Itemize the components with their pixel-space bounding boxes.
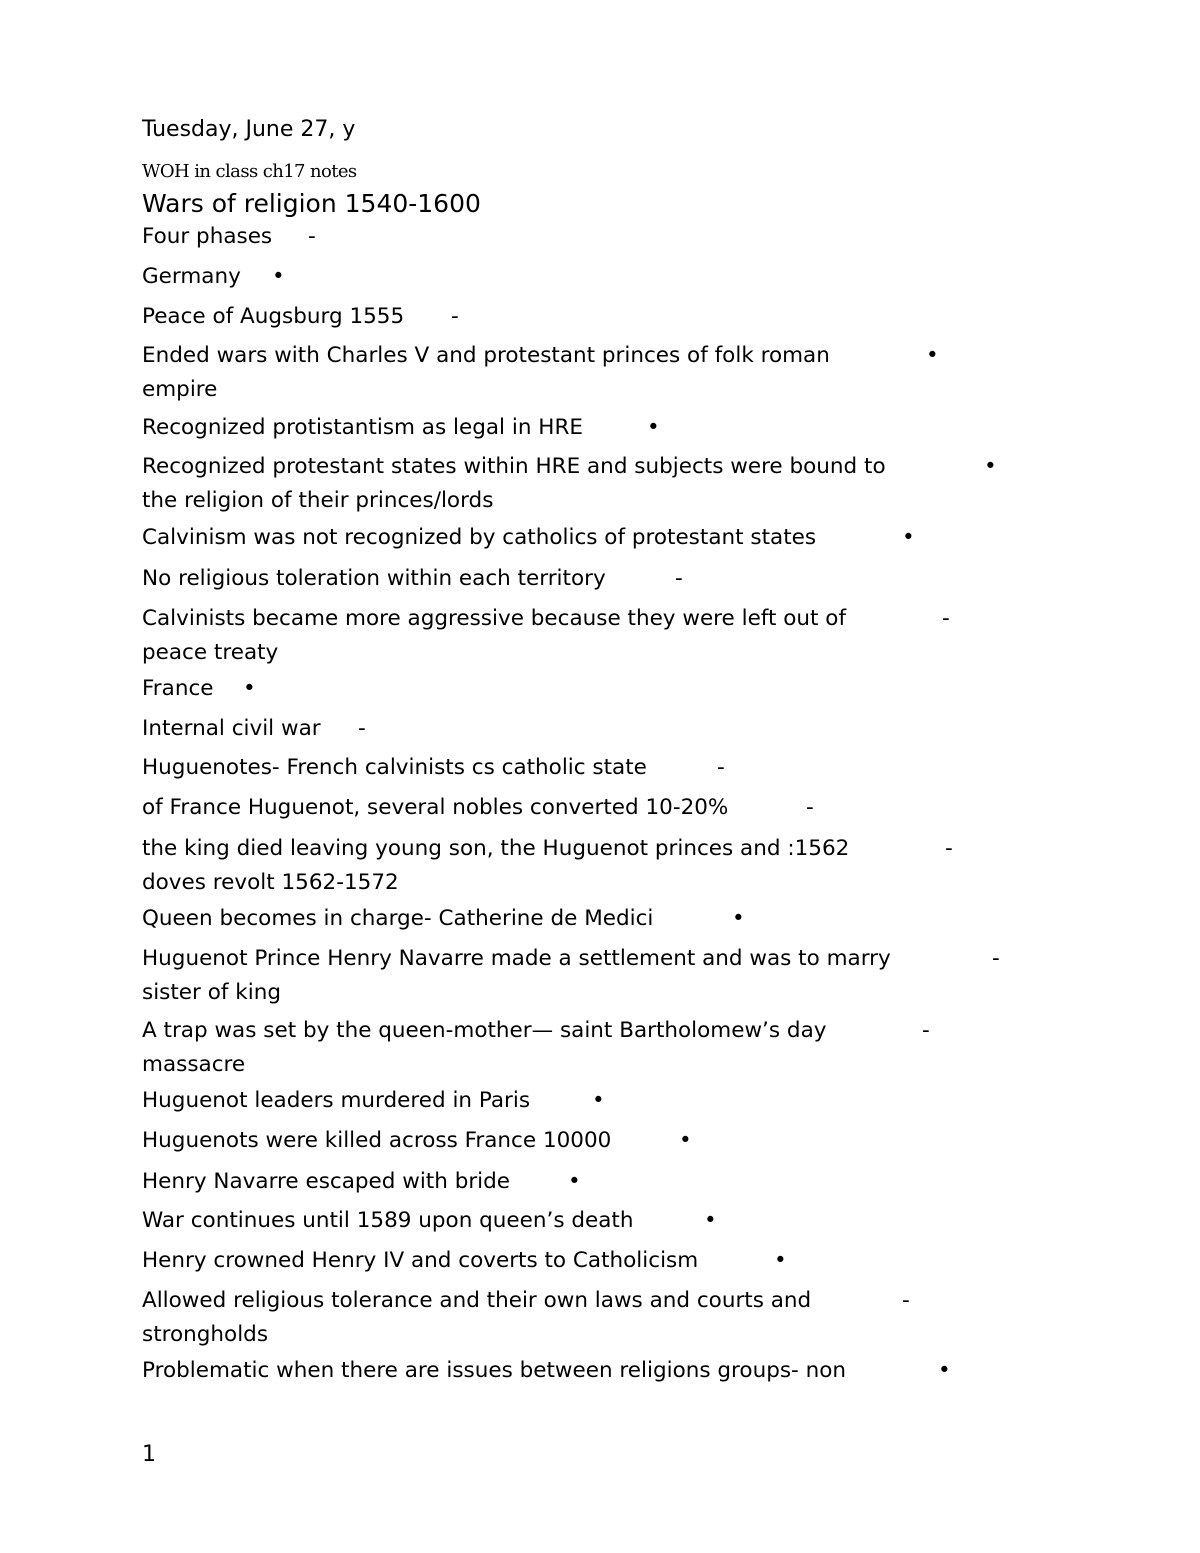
document-subtitle: WOH in class ch17 notes [142,161,357,182]
note-line-continuation: sister of king [142,980,281,1005]
dash-marker: - [992,946,1000,971]
note-line: Huguenot Prince Henry Navarre made a settlement and was to marry [142,946,891,971]
note-line: Henry Navarre escaped with bride [142,1169,511,1194]
bullet-marker: • [926,343,939,368]
note-line-continuation: strongholds [142,1322,269,1347]
note-line: Ended wars with Charles V and protestant princes of folk roman [142,343,830,368]
note-line: Calvinists became more aggressive because they were left out of [142,606,847,631]
note-line: Germany [142,264,241,289]
dash-marker: - [806,795,814,820]
page-number: 1 [142,1442,156,1467]
dash-marker: - [922,1018,930,1043]
bullet-marker: • [902,525,915,550]
dash-marker: - [308,224,316,249]
note-line: the king died leaving young son, the Huguenot princes and :1562 [142,836,850,861]
note-line: No religious toleration within each territory [142,566,606,591]
dash-marker: - [945,836,953,861]
bullet-marker: • [272,264,285,289]
dash-marker: - [902,1288,910,1313]
dash-marker: - [451,304,459,329]
note-line: Internal civil war [142,716,321,741]
note-line: Henry crowned Henry IV and coverts to Catholicism [142,1248,699,1273]
bullet-marker: • [243,676,256,701]
bullet-marker: • [984,454,997,479]
note-line-continuation: doves revolt 1562-1572 [142,870,399,895]
bullet-marker: • [647,415,660,440]
note-line-continuation: peace treaty [142,640,279,665]
bullet-marker: • [732,906,745,931]
note-line: Huguenot leaders murdered in Paris [142,1088,531,1113]
note-line: Huguenots were killed across France 10000 [142,1128,612,1153]
note-line-continuation: the religion of their princes/lords [142,488,494,513]
dash-marker: - [675,566,683,591]
dash-marker: - [717,755,725,780]
note-line: Four phases [142,224,273,249]
note-line: Queen becomes in charge- Catherine de Medici [142,906,654,931]
bullet-marker: • [592,1088,605,1113]
bullet-marker: • [704,1208,717,1233]
note-line: Recognized protistantism as legal in HRE [142,415,583,440]
note-line: of France Huguenot, several nobles converted 10-20% [142,795,729,820]
document-title: Wars of religion 1540-1600 [142,189,481,218]
note-line-continuation: massacre [142,1052,246,1077]
bullet-marker: • [679,1128,692,1153]
note-line-continuation: empire [142,377,218,402]
note-line: Peace of Augsburg 1555 [142,304,405,329]
note-line: Huguenotes- French calvinists cs catholic state [142,755,647,780]
document-date: Tuesday, June 27, y [142,117,356,142]
note-line: Calvinism was not recognized by catholics of protestant states [142,525,817,550]
note-line: Problematic when there are issues between religions groups- non [142,1358,847,1383]
note-line: Recognized protestant states within HRE and subjects were bound to [142,454,886,479]
note-line: A trap was set by the queen-mother— saint Bartholomew’s day [142,1018,827,1043]
bullet-marker: • [938,1358,951,1383]
dash-marker: - [942,606,950,631]
note-line: Allowed religious tolerance and their own laws and courts and [142,1288,812,1313]
note-line: War continues until 1589 upon queen’s death [142,1208,634,1233]
bullet-marker: • [774,1248,787,1273]
bullet-marker: • [568,1169,581,1194]
dash-marker: - [358,716,366,741]
note-line: France [142,676,214,701]
